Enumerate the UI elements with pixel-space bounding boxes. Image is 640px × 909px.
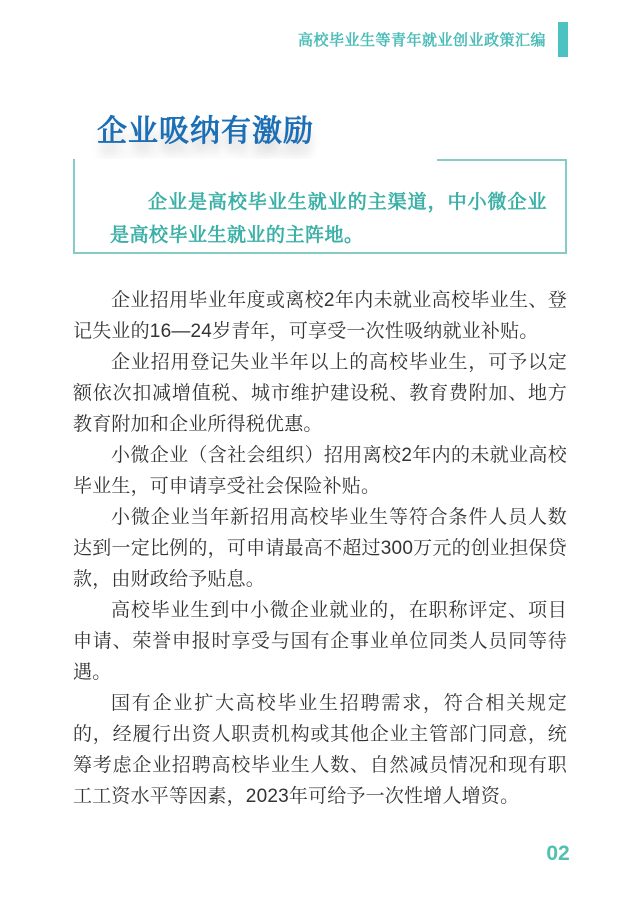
paragraph: 小微企业（含社会组织）招用离校2年内的未就业高校毕业生，可申请享受社会保险补贴。 [73,445,567,497]
paragraph: 企业招用毕业年度或离校2年内未就业高校毕业生、登记失业的16—24岁青年，可享受一次性吸纳就业补贴。 [73,290,567,342]
page-number: 02 [546,842,570,865]
paragraph: 高校毕业生到中小微企业就业的，在职称评定、项目申请、荣誉申报时享受与国有企事业单位同类人员同等待遇。 [73,600,567,683]
page-header [298,22,568,57]
paragraph: 国有企业扩大高校毕业生招聘需求，符合相关规定的，经履行出资人职责机构或其他企业主管部门同意，统筹考虑企业招聘高校毕业生人数、自然减员情况和现有职工工资水平等因素，2023年可给予一次性增人增资。 [73,693,567,807]
body-paragraphs [73,285,567,812]
section-title: 企业吸纳有激励 [97,115,314,148]
header-accent-bar [558,22,568,57]
paragraph: 企业招用登记失业半年以上的高校毕业生，可予以定额依次扣减增值税、城市维护建设税、教育费附加、地方教育附加和企业所得税优惠。 [73,352,567,435]
header-title: 高校毕业生等青年就业创业政策汇编 [297,32,546,49]
paragraph: 小微企业当年新招用高校毕业生等符合条件人员人数达到一定比例的，可申请最高不超过300万元的创业担保贷款，由财政给予贴息。 [73,507,567,590]
highlight-box [73,159,567,254]
highlight-box-text: 企业是高校毕业生就业的主渠道，中小微企业是高校毕业生就业的主阵地。 [110,192,547,246]
